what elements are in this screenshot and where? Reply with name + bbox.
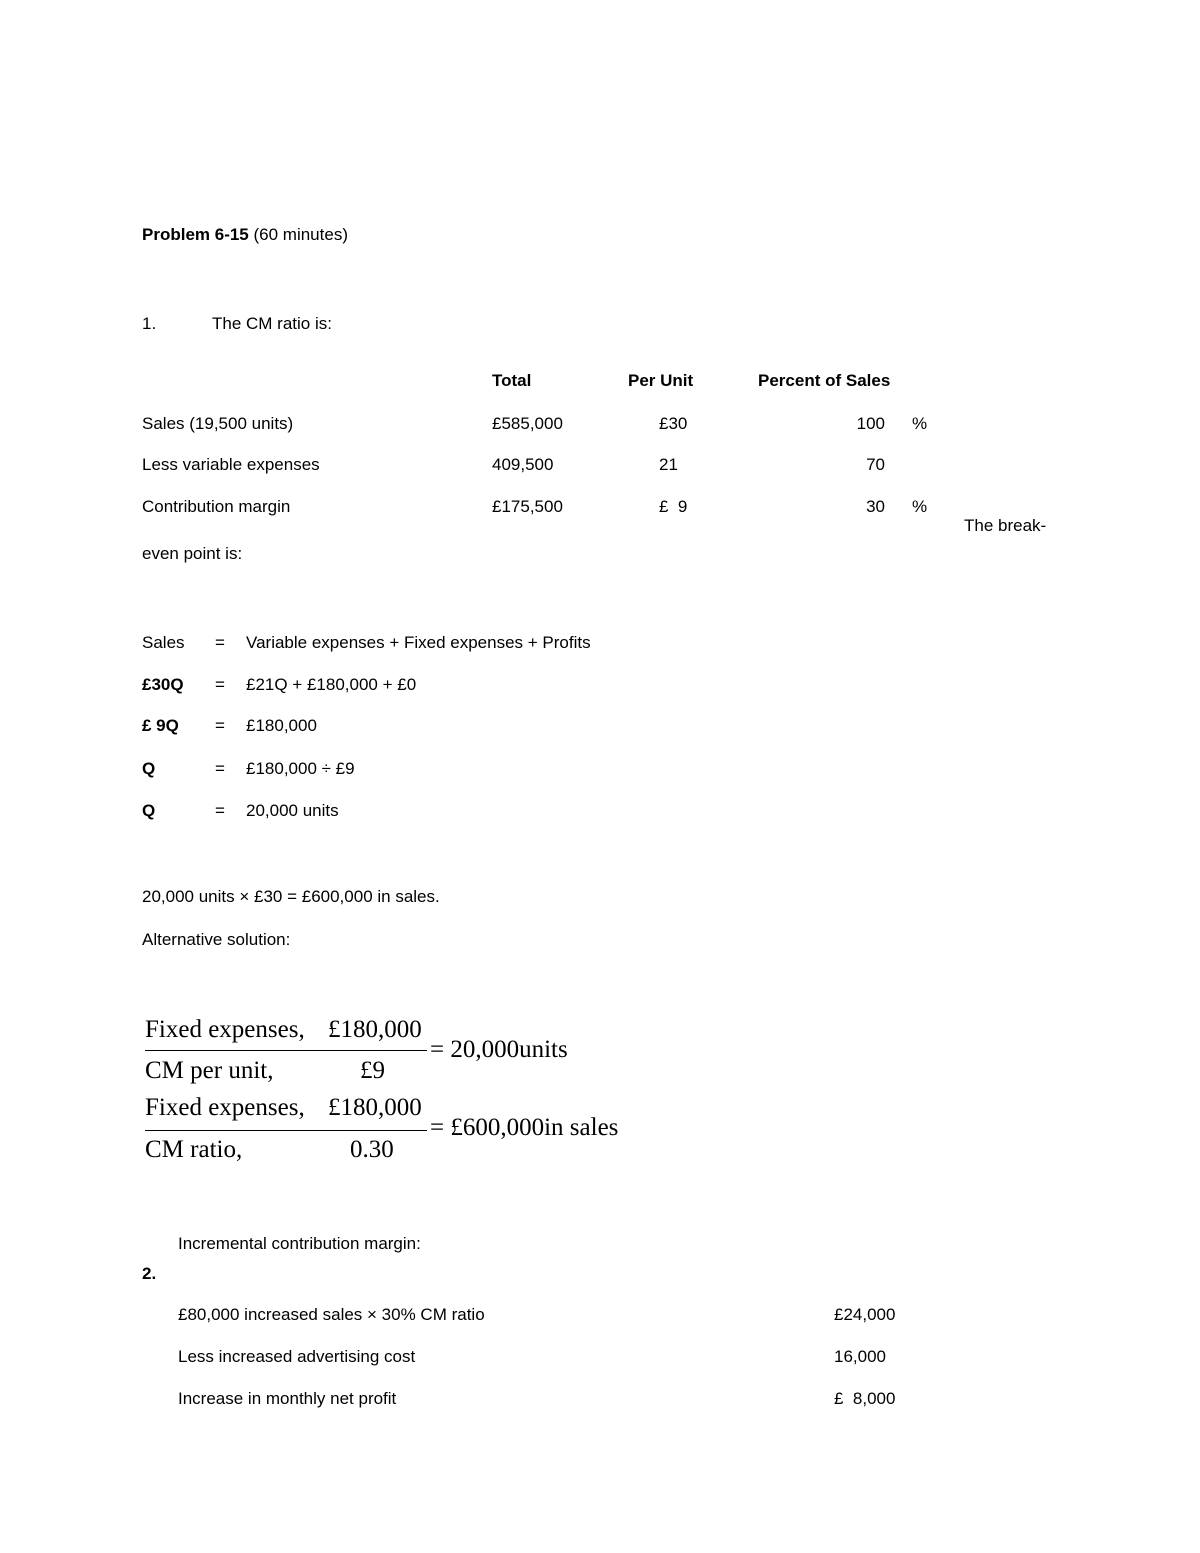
row-percent: 70 (866, 455, 885, 474)
row-total: £175,500 (492, 497, 563, 516)
fraction-bar (145, 1050, 427, 1051)
equation-equals: = (215, 633, 225, 652)
equation-lhs: £30Q (142, 675, 184, 694)
equation-equals: = (215, 759, 225, 778)
row-label: Contribution margin (142, 497, 291, 516)
fraction-bar (145, 1130, 427, 1131)
equation-equals: = (215, 801, 225, 820)
equation-equals: = (215, 716, 225, 735)
fraction-numerator-value: £180,000 (328, 1094, 422, 1121)
equation-rhs: £180,000 (246, 716, 317, 735)
equation-lhs: £ 9Q (142, 716, 179, 735)
item-label: £80,000 increased sales × 30% CM ratio (178, 1305, 485, 1324)
equation-equals: = (215, 675, 225, 694)
row-label: Less variable expenses (142, 455, 320, 474)
table-header-per-unit: Per Unit (628, 371, 694, 390)
section-2-number: 2. (142, 1264, 157, 1283)
section-2-heading: Incremental contribution margin: (178, 1234, 421, 1253)
table-header-total: Total (492, 371, 532, 390)
row-percent: 30 (866, 497, 885, 516)
problem-duration: (60 minutes) (253, 225, 348, 244)
equation-rhs: £21Q + £180,000 + £0 (246, 675, 417, 694)
item-label: Increase in monthly net profit (178, 1389, 397, 1408)
item-amount: £24,000 (834, 1305, 896, 1324)
equation-lhs: Q (142, 801, 156, 820)
fraction-numerator-value: £180,000 (328, 1016, 422, 1043)
row-per-unit: £30 (659, 414, 688, 433)
fraction-numerator-label: Fixed expenses, (145, 1016, 305, 1043)
fraction-denominator-label: CM ratio, (145, 1136, 243, 1163)
row-per-unit: 21 (659, 455, 678, 474)
fraction-numerator-label: Fixed expenses, (145, 1094, 305, 1121)
breakeven-text-part1: The break- (964, 516, 1047, 535)
row-total: 409,500 (492, 455, 554, 474)
equation-lhs: Q (142, 759, 156, 778)
row-label: Sales (19,500 units) (142, 414, 294, 433)
fraction-result: = 20,000units (430, 1036, 568, 1063)
problem-number: Problem 6-15 (142, 225, 249, 244)
equation-lhs: Sales (142, 633, 185, 652)
item-amount: 16,000 (834, 1347, 886, 1366)
item-amount: £ 8,000 (834, 1389, 896, 1408)
row-percent: 100 (856, 414, 885, 433)
fraction-denominator-label: CM per unit, (145, 1057, 274, 1084)
row-percent-sign: % (912, 497, 928, 516)
section-1-heading: The CM ratio is: (212, 314, 332, 333)
fraction-denominator-value: 0.30 (350, 1136, 394, 1163)
section-1-number: 1. (142, 314, 157, 333)
table-header-percent: Percent of Sales (758, 371, 891, 390)
breakeven-text-part2: even point is: (142, 544, 243, 563)
page-title (142, 226, 348, 243)
fraction-denominator-value: £9 (360, 1057, 385, 1084)
equation-rhs: 20,000 units (246, 801, 339, 820)
row-percent-sign: % (912, 414, 928, 433)
row-per-unit: £ 9 (659, 497, 688, 516)
alternative-solution-heading: Alternative solution: (142, 930, 291, 949)
fraction-result: = £600,000in sales (430, 1114, 619, 1141)
equation-rhs: Variable expenses + Fixed expenses + Profits (246, 633, 591, 652)
row-total: £585,000 (492, 414, 563, 433)
item-label: Less increased advertising cost (178, 1347, 416, 1366)
sales-result-line: 20,000 units × £30 = £600,000 in sales. (142, 887, 440, 906)
equation-rhs: £180,000 ÷ £9 (246, 759, 355, 778)
